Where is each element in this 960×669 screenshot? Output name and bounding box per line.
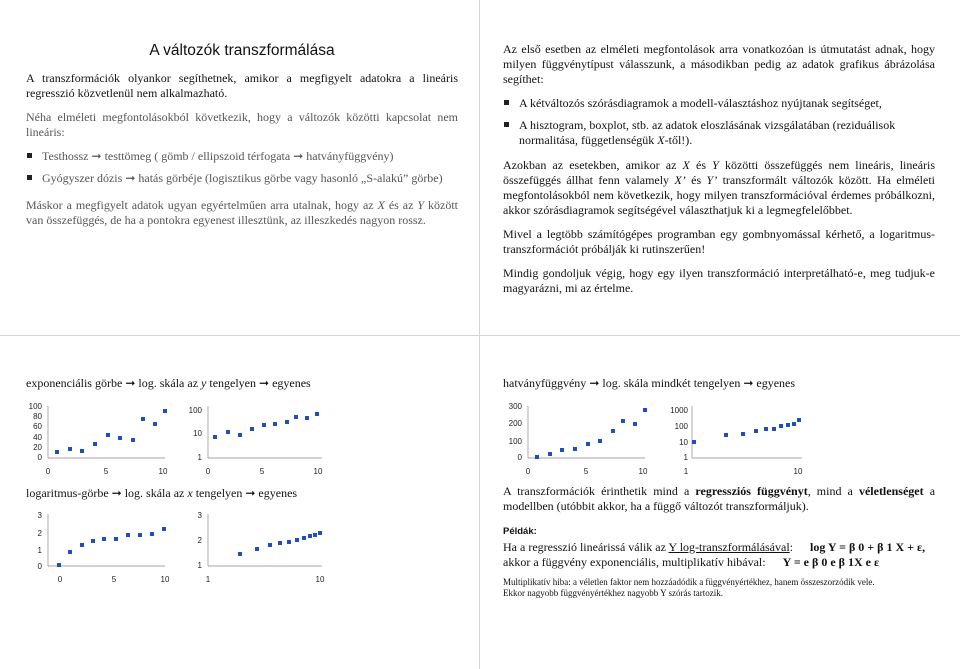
exp-curve-heading: exponenciális görbe ➞ log. skála az y tengelyen ➞ egyenes (26, 376, 311, 390)
x-tick-label: 10 (313, 467, 323, 476)
data-point (797, 418, 801, 422)
x-tick-label: 0 (57, 575, 63, 584)
data-point (250, 427, 254, 431)
log-paragraph: Mivel a legtöbb számítógépes programban egy gombnyomással kérhető, a logaritmus-transzformációt próbálják ki rutinszerűen! (503, 227, 935, 256)
data-point (268, 543, 272, 547)
guidance-paragraph: Az első esetben az elméleti megfontolások arra vonatkozóan is útmutatást adnak, hogy milyen függvénytípust válasszunk, a másodikban pedig az adatok grafikus ábrázolása segíthet: (503, 42, 935, 86)
data-point (138, 533, 142, 537)
arrow-right-icon: ➞ (91, 149, 102, 163)
chart-exp-logy (182, 402, 332, 480)
data-point (548, 452, 552, 456)
transform-paragraph: A transzformációk érinthetik mind a regressziós függvényt, mind a véletlenséget a modellben (utóbbit akkor, ha a függő változót transzformáljuk). (503, 484, 936, 513)
data-point (91, 539, 95, 543)
y-tick-label: 1 (683, 453, 688, 462)
slide-model-choice (503, 42, 935, 305)
chart-exp-linear (20, 402, 180, 480)
y-tick-label: 100 (188, 406, 202, 415)
arrow-right-icon: ➞ (125, 376, 136, 390)
y-tick-label: 10 (193, 429, 202, 438)
y-tick-label: 100 (28, 402, 42, 411)
y-tick-label: 1 (197, 453, 202, 462)
data-point (764, 427, 768, 431)
data-point (163, 409, 167, 413)
data-point (724, 433, 728, 437)
divider-horizontal (0, 335, 960, 336)
slide-title: A változók transzformálása (149, 42, 335, 59)
chart-power-loglog (662, 402, 812, 480)
data-point (278, 541, 282, 545)
example-line-1: Ha a regresszió lineárissá válik az Y log-transzformálásával: log Y = β 0 + β 1 X + ε, (503, 540, 926, 554)
arrow-right-icon: ➞ (743, 376, 754, 390)
arrow-right-icon: ➞ (589, 376, 600, 390)
data-point (643, 408, 647, 412)
y-tick-label: 2 (197, 536, 202, 545)
y-tick-label: 2 (37, 529, 42, 538)
data-point (692, 440, 696, 444)
formula-exp-y: Y = e β 0 e β 1X e ε (782, 555, 880, 569)
data-points (57, 527, 166, 567)
x-tick-label: 1 (683, 467, 689, 476)
nonlinear-paragraph: Azokban az esetekben, amikor az X és Y közötti összefüggés nem lineáris, lineáris összefüggés állhat fenn valamely X’ és Y’ transzformált változók között. Ha elméleti megfontolásokból nem következik, hogy milyen transzformációval érdemes próbálkozni, akkor szórásdiagramok segítségével választhatjuk ki a legmegfelelőbbet. (503, 158, 936, 217)
note-larger-variance: Ekkor nagyobb függvényértékhez nagyobb Y szórás tartozik. (503, 588, 724, 598)
log-curve-heading: logaritmus-görbe ➞ log. skála az x tengelyen ➞ egyenes (26, 486, 298, 500)
y-tick-label: 10 (679, 438, 688, 447)
data-point (226, 430, 230, 434)
data-points (55, 409, 167, 454)
data-point (313, 533, 317, 537)
y-tick-label: 1000 (670, 406, 688, 415)
data-point (295, 538, 299, 542)
data-point (114, 537, 118, 541)
data-point (153, 422, 157, 426)
chart-log-logx (182, 510, 332, 590)
bullet-icon (504, 122, 509, 127)
power-heading: hatványfüggvény ➞ log. skála mindkét tengelyen ➞ egyenes (503, 376, 796, 390)
data-point (262, 423, 266, 427)
arrow-right-icon: ➞ (125, 171, 136, 185)
y-tick-label: 0 (517, 453, 522, 462)
data-point (285, 420, 289, 424)
chart-log-linear (20, 510, 180, 590)
slide-transformations-intro (26, 42, 458, 237)
data-point (308, 534, 312, 538)
data-point (162, 527, 166, 531)
arrow-right-icon: ➞ (259, 376, 270, 390)
data-point (80, 543, 84, 547)
y-tick-label: 200 (508, 419, 522, 428)
data-point (213, 435, 217, 439)
data-point (287, 540, 291, 544)
y-tick-label: 100 (508, 437, 522, 446)
data-point (741, 432, 745, 436)
observed-data-paragraph: Máskor a megfigyelt adatok ugyan egyértelműen arra utalnak, hogy az X és az Y között van összefüggés, de ha a pontokra egyenest illesztünk, az illeszkedés nagyon rossz. (26, 198, 458, 227)
data-point (273, 422, 277, 426)
example-line-2: akkor a függvény exponenciális, multiplikatív hibával: Y = e β 0 e β 1X e ε (503, 555, 880, 569)
chart-power-linear (500, 402, 660, 480)
data-point (141, 417, 145, 421)
data-point (57, 563, 61, 567)
theory-paragraph: Néha elméleti megfontolásokból következik, hogy a változók közötti kapcsolat nem lineáris: (26, 110, 458, 139)
data-point (779, 424, 783, 428)
bullet-drug-dose: Gyógyszer dózis ➞ hatás görbéje (logisztikus görbe vagy hasonló „S-alakú” görbe) (26, 171, 458, 186)
data-point (93, 442, 97, 446)
y-tick-label: 1 (37, 546, 42, 555)
y-tick-label: 40 (33, 433, 42, 442)
data-point (535, 455, 539, 459)
bullet-icon (27, 175, 32, 180)
data-points (535, 408, 647, 459)
data-point (255, 547, 259, 551)
data-point (786, 423, 790, 427)
data-point (294, 415, 298, 419)
data-point (150, 532, 154, 536)
y-tick-label: 0 (37, 562, 42, 571)
y-tick-label: 80 (33, 412, 42, 421)
x-tick-label: 5 (103, 467, 109, 476)
interpret-paragraph: Mindig gondoljuk végig, hogy egy ilyen transzformáció interpretálható-e, meg tudjuk-e magyarázni, mi az értelme. (503, 266, 935, 295)
y-tick-label: 100 (674, 422, 688, 431)
x-tick-label: 5 (259, 467, 265, 476)
y-tick-label: 0 (37, 453, 42, 462)
arrow-right-icon: ➞ (111, 486, 122, 500)
x-tick-label: 10 (160, 575, 170, 584)
formula-log-y: log Y = β 0 + β 1 X + ε, (810, 540, 926, 554)
data-point (302, 536, 306, 540)
y-tick-label: 20 (33, 443, 42, 452)
data-point (118, 436, 122, 440)
intro-paragraph: A transzformációk olyankor segíthetnek, amikor a megfigyelt adatokra a lineáris regresszió közvetlenül nem alkalmazható. (26, 71, 458, 100)
x-tick-label: 10 (158, 467, 168, 476)
slide4-text (503, 484, 935, 599)
y-tick-label: 300 (508, 402, 522, 411)
data-point (598, 439, 602, 443)
x-tick-label: 10 (638, 467, 648, 476)
data-point (754, 429, 758, 433)
x-tick-label: 0 (205, 467, 211, 476)
data-point (55, 450, 59, 454)
data-point (80, 449, 84, 453)
data-point (102, 537, 106, 541)
arrow-right-icon: ➞ (245, 486, 256, 500)
data-point (106, 433, 110, 437)
data-point (633, 422, 637, 426)
data-point (792, 422, 796, 426)
data-points (692, 418, 801, 444)
x-tick-label: 5 (111, 575, 117, 584)
data-points (213, 412, 319, 439)
data-point (586, 442, 590, 446)
data-point (126, 533, 130, 537)
data-point (68, 447, 72, 451)
x-tick-label: 1 (205, 575, 211, 584)
data-point (621, 419, 625, 423)
x-tick-label: 10 (793, 467, 803, 476)
examples-label: Példák: (503, 526, 537, 537)
data-point (573, 447, 577, 451)
y-tick-label: 1 (197, 561, 202, 570)
x-tick-label: 0 (45, 467, 51, 476)
data-point (238, 552, 242, 556)
data-point (611, 429, 615, 433)
arrow-right-icon: ➞ (293, 149, 304, 163)
bullet-icon (27, 153, 32, 158)
data-point (131, 438, 135, 442)
y-tick-label: 3 (197, 511, 202, 520)
data-point (318, 531, 322, 535)
bullet-scatterplots: A kétváltozós szórásdiagramok a modell-választáshoz nyújtanak segítséget, (503, 96, 935, 111)
x-tick-label: 10 (315, 575, 325, 584)
x-tick-label: 0 (525, 467, 531, 476)
bullet-icon (504, 100, 509, 105)
note-multiplicative-error: Multiplikatív hiba: a véletlen faktor nem hozzáadódik a függvényértékhez, hanem összeszorzódik vele. (503, 577, 875, 587)
bullet-body-length: Testhossz ➞ testtömeg ( gömb / ellipszoid térfogata ➞ hatványfüggvény) (26, 149, 458, 164)
y-tick-label: 60 (33, 422, 42, 431)
data-point (560, 448, 564, 452)
data-point (305, 416, 309, 420)
data-point (315, 412, 319, 416)
x-tick-label: 5 (583, 467, 589, 476)
data-point (68, 550, 72, 554)
bullet-histogram: A hisztogram, boxplot, stb. az adatok eloszlásának vizsgálatában (reziduálisok normalitása, függetlenségük X-től!). (503, 118, 935, 148)
data-point (238, 433, 242, 437)
y-tick-label: 3 (37, 511, 42, 520)
data-points (238, 531, 322, 556)
data-point (772, 427, 776, 431)
